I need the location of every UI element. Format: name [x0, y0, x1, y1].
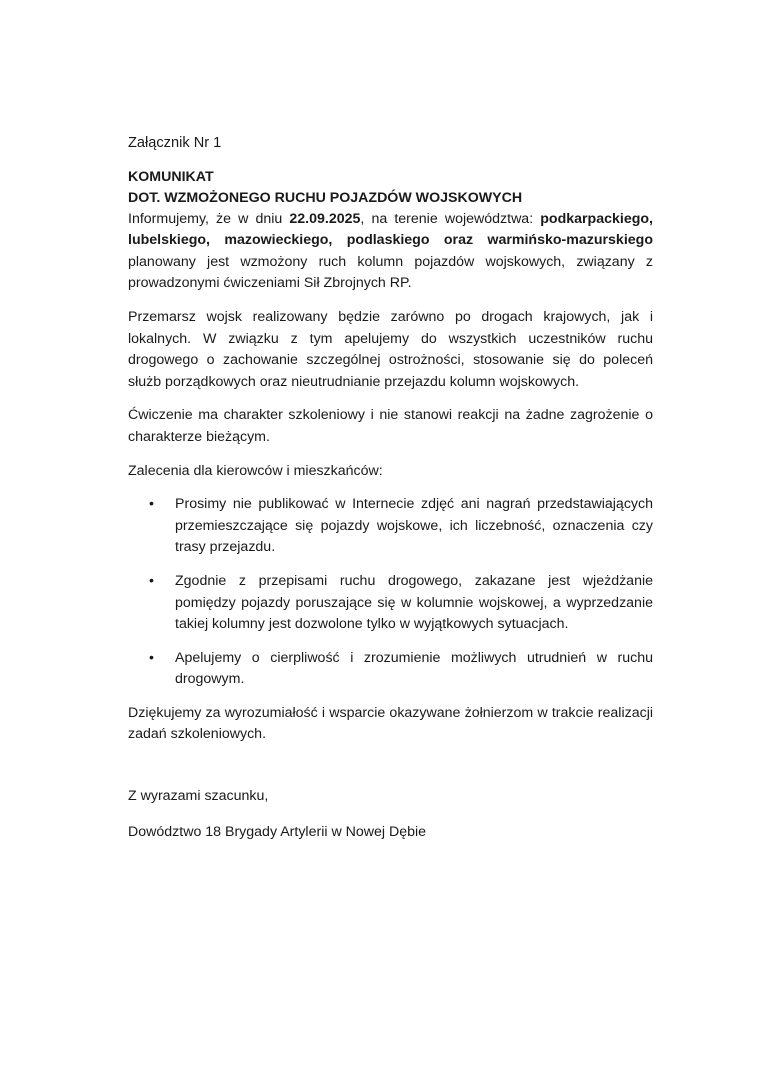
intro-date: 22.09.2025	[289, 210, 361, 227]
intro-text-2: , na terenie województwa:	[360, 210, 541, 227]
recommendations-title: Zalecenia dla kierowców i mieszkańców:	[128, 462, 383, 479]
intro-text-1: Informujemy, że w dniu	[128, 210, 290, 227]
recommendation-text: Prosimy nie publikować w Internecie zdjęć ani nagrań przedstawiających przemieszczające się pojazdy wojskowe, ich liczebność, oznaczenia czy trasy przejazdu.	[175, 496, 653, 556]
bullet-icon: •	[149, 572, 154, 589]
bullet-icon: •	[149, 649, 154, 666]
list-item	[128, 648, 653, 691]
title-line-1: KOMUNIKAT	[128, 168, 214, 185]
bullet-icon: •	[149, 496, 154, 513]
thanks-paragraph: Dziękujemy za wyrozumiałość i wsparcie okazywane żołnierzom w trakcie realizacji zadań szkoleniowych.	[128, 704, 653, 743]
list-item	[128, 494, 653, 559]
signature-line: Dowództwo 18 Brygady Artylerii w Nowej Dębie	[128, 823, 427, 840]
list-item	[128, 571, 653, 636]
document-body	[128, 133, 653, 858]
recommendations-list	[128, 494, 653, 691]
intro-text-3: planowany jest wzmożony ruch kolumn pojazdów wojskowych, związany z prowadzonymi ćwiczeniami Sił Zbrojnych RP.	[128, 253, 653, 292]
recommendation-text: Zgodnie z przepisami ruchu drogowego, zakazane jest wjeżdżanie pomiędzy pojazdy poruszające się w kolumnie wojskowej, a wyprzedzanie takiej kolumny jest dozwolone tylko w wyjątkowych sytuacjach.	[175, 572, 653, 633]
intro-regions: podkarpackiego, lubelskiego, mazowieckiego, podlaskiego oraz warmińsko-mazurskiego	[128, 210, 653, 249]
intro-paragraph	[128, 209, 653, 295]
title-line-2: DOT. WZMOŻONEGO RUCHU POJAZDÓW WOJSKOWYCH	[128, 189, 523, 206]
closing-line: Z wyrazami szacunku,	[128, 788, 269, 805]
paragraph-2: Przemarsz wojsk realizowany będzie zarówno po drogach krajowych, jak i lokalnych. W związku z tym apelujemy do wszystkich uczestników ruchu drogowego o zachowanie szczególnej ostrożności, stosowanie się do poleceń służb porządkowych oraz nieutrudnianie przejazdu kolumn wojskowych.	[128, 308, 653, 390]
annex-label: Załącznik Nr 1	[128, 135, 222, 151]
paragraph-3: Ćwiczenie ma charakter szkoleniowy i nie stanowi reakcji na żadne zagrożenie o charakterze bieżącym.	[128, 407, 653, 445]
recommendation-text: Apelujemy o cierpliwość i zrozumienie możliwych utrudnień w ruchu drogowym.	[175, 649, 653, 688]
